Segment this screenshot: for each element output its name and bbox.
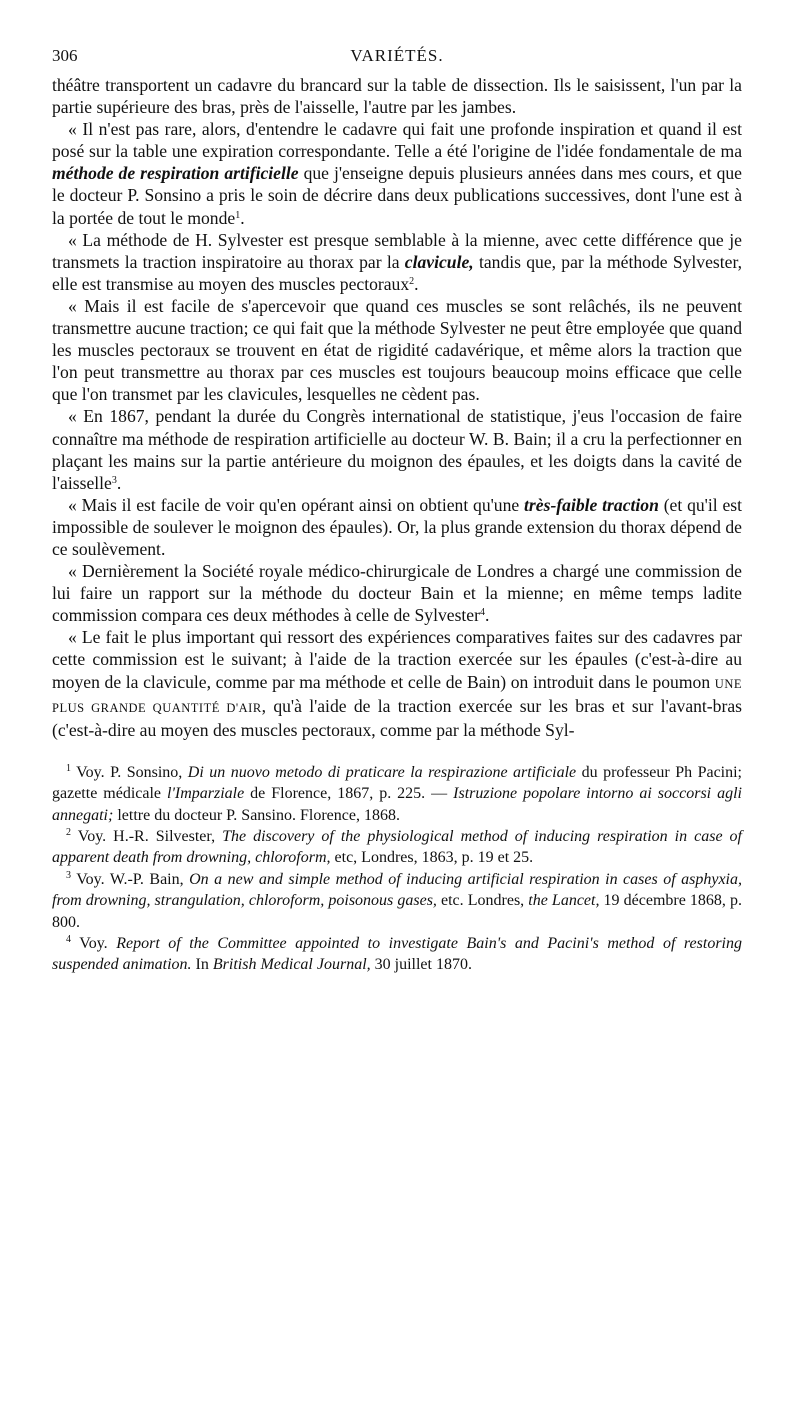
text-run: « Dernièrement la Société royale médico-chirurgicale de Londres a chargé une commission de lui faire un rapport sur la méthode du docteur Bain et la mienne; en même temps ladite commission compara ces deux méthodes à celle de Sylvester xyxy=(52,561,742,626)
footnotes xyxy=(52,762,742,976)
text-run: du professeur Ph Pacini; gazette médicale xyxy=(52,763,742,803)
text-run: , qu'à l'aide de la traction exercée sur les bras et sur l'avant-bras (c'est-à-dire au moyen des muscles pectoraux, comme par la méthode Syl- xyxy=(52,695,742,740)
small-caps-text: UNE PLUS GRANDE QUANTITÉ D'AIR xyxy=(52,676,742,715)
italic-text: British Medical Journal, xyxy=(212,956,371,974)
footnote-ref: 2 xyxy=(66,827,71,839)
text-run: Voy. H.-R. Silvester, xyxy=(71,828,223,846)
footnote-ref: 1 xyxy=(66,762,71,774)
paragraph xyxy=(52,74,742,118)
text-run: (et qu'il est impossible de soulever le moignon des épaules). Or, la plus grande extension du thorax dépend de ce soulèvement. xyxy=(52,494,742,559)
page xyxy=(52,46,742,976)
paragraph xyxy=(52,295,742,405)
text-run: théâtre transportent un cadavre du brancard sur la table de dissection. Ils le saisissent, l'un par la partie supérieure des bras, près de l'aisselle, l'autre par les jambes. xyxy=(52,75,742,118)
italic-text: Istruzione popolare intorno ai soccorsi agli annegati; xyxy=(52,785,742,824)
italic-text: The discovery of the physiological method of inducing respiration in case of apparent death from drowning, chloroform, xyxy=(52,828,743,867)
text-run: « En 1867, pendant la durée du Congrès international de statistique, j'eus l'occasion de faire connaître ma méthode de respiration artificielle au docteur W. B. Bain; il a cru la perfectionner en plaçant les mains sur la partie antérieure du moignon des épaules, et les doigts dans la cavité de l'aisselle xyxy=(52,406,742,493)
emphasis-text: très-faible traction xyxy=(524,494,659,515)
text-run: 30 juillet 1870. xyxy=(370,956,472,974)
footnote-ref: 3 xyxy=(66,869,71,881)
footnote-ref: 4 xyxy=(479,607,485,619)
italic-text: Report of the Committee appointed to investigate Bain's and Pacini's method of restoring suspended animation. xyxy=(52,935,743,974)
text-run: 19 décembre 1868, p. 800. xyxy=(52,892,743,931)
footnote-ref: 3 xyxy=(111,474,117,486)
running-head: VARIÉTÉS. xyxy=(350,46,444,65)
text-run: Voy. W.-P. Bain, xyxy=(71,870,190,888)
paragraph xyxy=(52,494,742,560)
footnote-ref: 1 xyxy=(235,209,241,221)
page-header xyxy=(52,46,742,74)
text-run: que j'enseigne depuis plusieurs années dans mes cours, et que le docteur P. Sonsino a pris le soin de décrire dans deux publications successives, dont l'une est à la portée de tout le monde xyxy=(52,163,742,228)
text-run: etc, Londres, 1863, p. 19 et 25. xyxy=(330,849,534,867)
footnote xyxy=(52,762,742,826)
footnote xyxy=(52,933,742,976)
body-text xyxy=(52,74,742,741)
text-run: . xyxy=(240,207,245,228)
paragraph xyxy=(52,405,742,493)
footnote xyxy=(52,869,742,933)
italic-text: l'Imparziale xyxy=(167,785,245,803)
text-run: . xyxy=(116,472,122,493)
text-run: tandis que, par la méthode Sylvester, elle est transmise au moyen des muscles pectoraux xyxy=(52,251,742,294)
text-run: « Mais il est facile de voir qu'en opérant ainsi on obtient qu'une xyxy=(68,494,525,515)
text-run: lettre du docteur P. Sansino. Florence, 1868. xyxy=(113,806,400,824)
paragraph xyxy=(52,560,742,626)
italic-text: the Lancet, xyxy=(528,892,600,910)
emphasis-text: clavicule, xyxy=(404,251,474,272)
text-run: « Mais il est facile de s'apercevoir que quand ces muscles se sont relâchés, ils ne peuvent transmettre aucune traction; ce qui fait que la méthode Sylvester ne peut être employée que quand les muscles pectoraux se trouvent en état de rigidité cadavérique, et même alors la traction que l'on peut transmettre au thorax par ces muscles est toujours beaucoup moins efficace que celle que l'on transmet par les clavicules, lesquelles ne cèdent pas. xyxy=(52,295,742,405)
paragraph xyxy=(52,229,742,295)
footnote-ref: 2 xyxy=(409,275,415,287)
footnote xyxy=(52,826,742,869)
emphasis-text: méthode de respiration artificielle xyxy=(52,163,299,184)
paragraph xyxy=(52,118,742,228)
text-run: In xyxy=(191,956,213,974)
text-run: Voy. xyxy=(71,935,117,953)
text-run: « Il n'est pas rare, alors, d'entendre le cadavre qui fait une profonde inspiration et quand il est posé sur la table une expiration correspondante. Telle a été l'origine de l'idée fondamentale de ma xyxy=(52,119,742,162)
page-number: 306 xyxy=(52,46,78,65)
paragraph xyxy=(52,626,742,740)
italic-text: On a new and simple method of inducing artificial respiration in cases of asphyxia, from drowning, strangulation, chloroform, poisonous gases, xyxy=(52,870,742,910)
text-run: . xyxy=(484,605,490,626)
text-run: « La méthode de H. Sylvester est presque semblable à la mienne, avec cette différence que je transmets la traction inspiratoire au thorax par la xyxy=(52,229,742,272)
text-run: de Florence, 1867, p. 225. — xyxy=(244,785,454,803)
italic-text: Di un nuovo metodo di praticare la respirazione artificiale xyxy=(187,763,577,781)
text-run: etc. Londres, xyxy=(436,892,529,910)
text-run: . xyxy=(414,273,419,294)
text-run: Voy. P. Sonsino, xyxy=(71,763,188,781)
text-run: « Le fait le plus important qui ressort des expériences comparatives faites sur des cadavres par cette commission est le suivant; à l'aide de la traction exercée sur les épaules (c'est-à-dire au moyen de la clavicule, comme par ma méthode et celle de Bain) on introduit dans le poumon xyxy=(52,627,742,692)
footnote-ref: 4 xyxy=(66,934,71,946)
